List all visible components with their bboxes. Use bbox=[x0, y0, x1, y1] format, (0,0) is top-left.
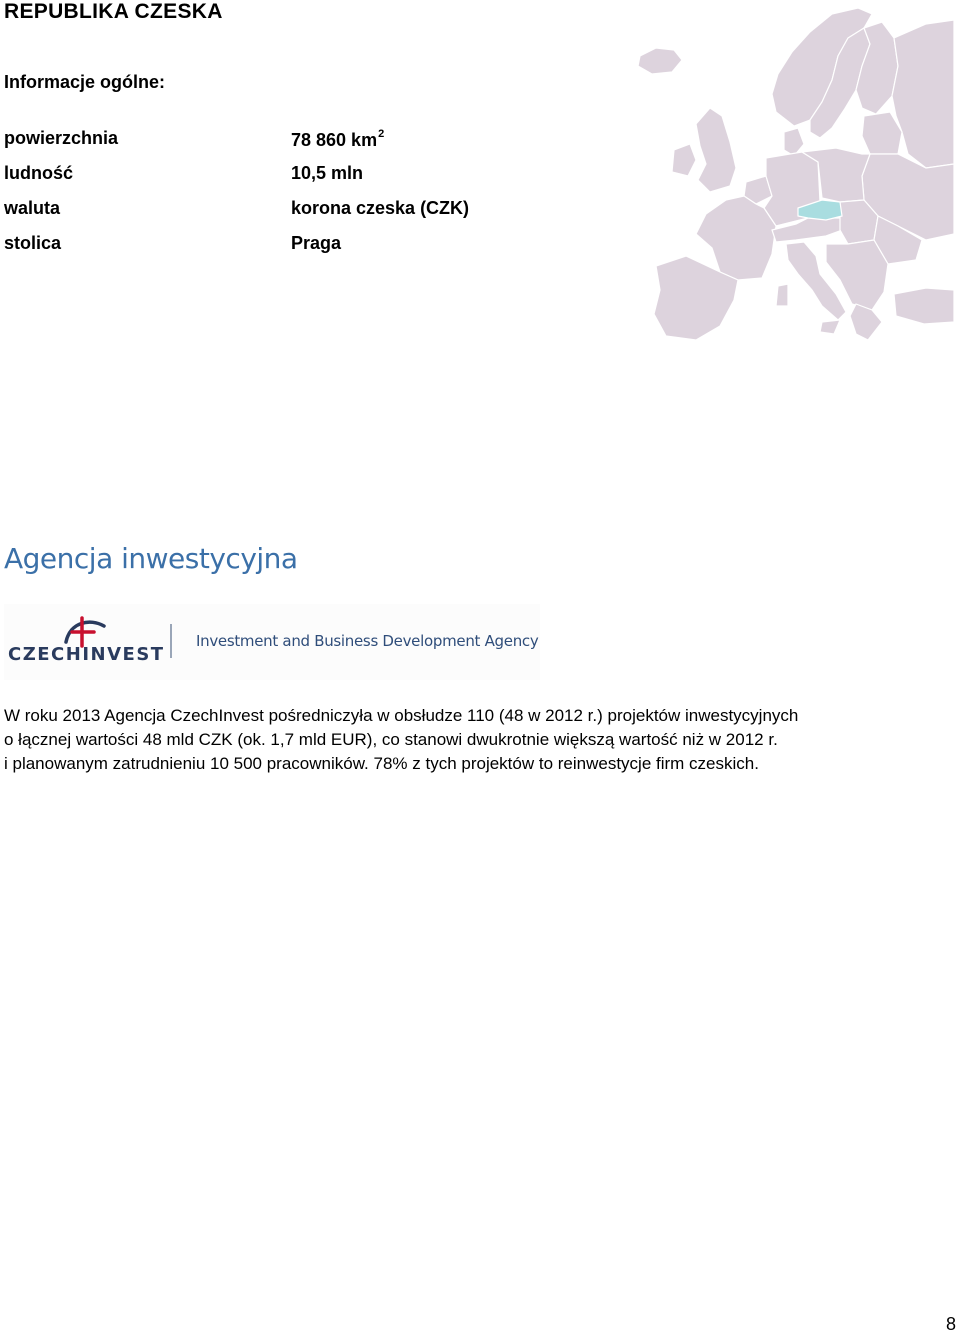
logo-text-czech: CZECH bbox=[8, 644, 83, 665]
page-number: 8 bbox=[945, 1314, 956, 1334]
agency-paragraph bbox=[4, 704, 958, 776]
logo-divider bbox=[170, 624, 172, 658]
fact-value: korona czeska (CZK) bbox=[291, 198, 470, 218]
fact-label: stolica bbox=[4, 233, 62, 253]
europe-map bbox=[626, 4, 954, 342]
country-title: REPUBLIKA CZESKA bbox=[4, 0, 223, 23]
fact-label: waluta bbox=[4, 198, 61, 218]
paragraph-line: i planowanym zatrudnieniu 10 500 pracowników. 78% z tych projektów to reinwestycje firm czeskich. bbox=[4, 754, 759, 773]
paragraph-line: W roku 2013 Agencja CzechInvest pośredniczyła w obsłudze 110 (48 w 2012 r.) projektów inwestycyjnych bbox=[4, 706, 799, 725]
fact-value: 10,5 mln bbox=[291, 163, 364, 183]
fact-row-capital bbox=[4, 233, 564, 268]
fact-label: powierzchnia bbox=[4, 128, 119, 148]
czechinvest-logo bbox=[4, 604, 540, 680]
section-label: Informacje ogólne: bbox=[4, 72, 166, 92]
paragraph-line: o łącznej wartości 48 mld CZK (ok. 1,7 mld EUR), co stanowi dwukrotnie większą wartość niż w 2012 r. bbox=[4, 730, 778, 749]
logo-text-invest: INVEST bbox=[82, 644, 165, 665]
fact-row-currency bbox=[4, 198, 564, 233]
fact-value: Praga bbox=[291, 233, 342, 253]
fact-row-population bbox=[4, 163, 564, 198]
logo-wordmark bbox=[8, 644, 165, 665]
facts-list bbox=[4, 128, 564, 268]
europe-map-svg bbox=[626, 4, 954, 342]
fact-value-sup: 2 bbox=[378, 128, 385, 140]
fact-row-area bbox=[4, 128, 564, 163]
fact-value bbox=[291, 128, 384, 151]
fact-value-text: 78 860 km bbox=[291, 130, 378, 150]
fact-label: ludność bbox=[4, 163, 74, 183]
agency-heading: Agencja inwestycyjna bbox=[4, 542, 298, 575]
turkey-shape bbox=[894, 288, 954, 324]
sardinia-shape bbox=[776, 284, 788, 306]
logo-tagline: Investment and Business Development Agency bbox=[196, 632, 539, 650]
